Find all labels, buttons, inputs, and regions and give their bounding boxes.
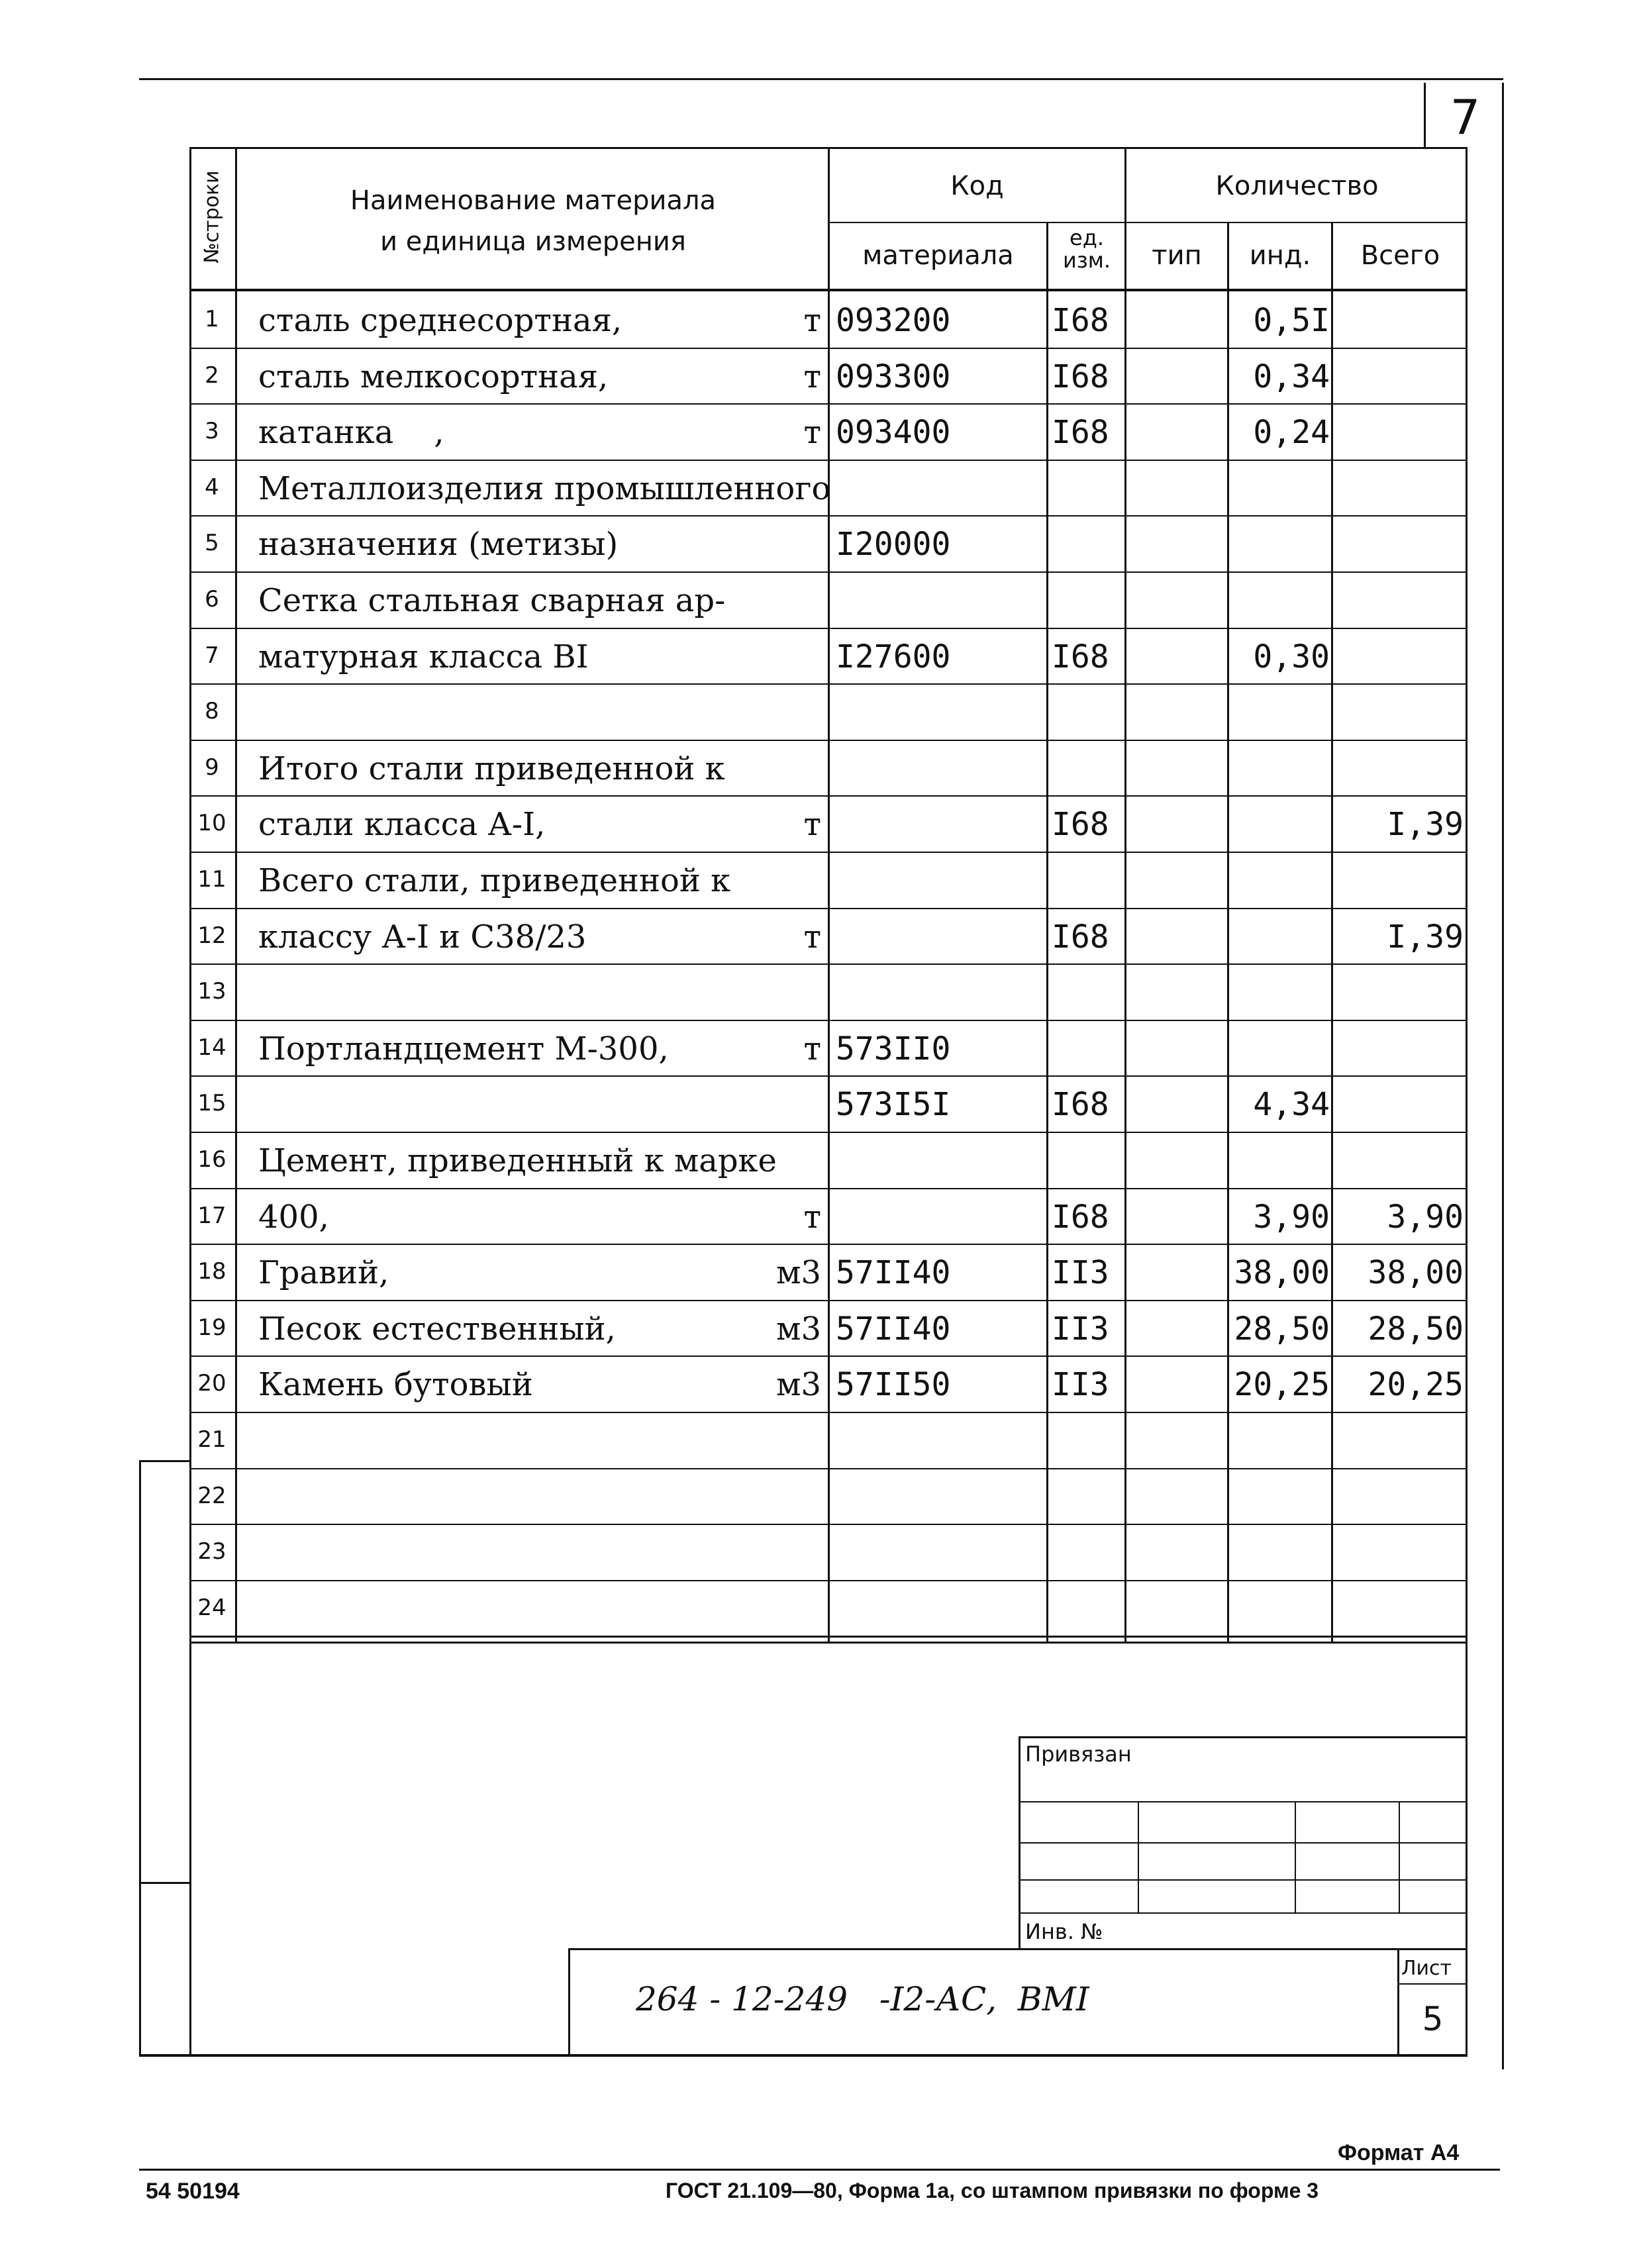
material-name: Камень бутовый	[258, 1366, 533, 1403]
qty-total-value: 20,25	[1368, 1366, 1464, 1403]
code-material-header: материала	[862, 240, 1014, 271]
unit-code: I68	[1052, 358, 1109, 395]
material-name: назначения (метизы)	[258, 526, 619, 563]
material-name: классу А-I и С38/23	[258, 918, 587, 956]
row-number: 16	[197, 1146, 226, 1173]
material-code: 093200	[836, 302, 951, 339]
sheet-label: Лист	[1401, 1957, 1452, 1980]
unit-of-measure: т	[803, 806, 821, 843]
right-frame-line	[1502, 83, 1504, 2069]
inv-no-label: Инв. №	[1025, 1919, 1103, 1944]
row-number: 10	[197, 810, 226, 836]
material-code: 093300	[836, 358, 951, 395]
row-number: 4	[205, 474, 219, 501]
material-name: 400,	[258, 1199, 329, 1236]
unit-code: I68	[1052, 1086, 1109, 1123]
row-number: 2	[205, 362, 219, 389]
material-name: катанка ,	[258, 414, 444, 451]
unit-of-measure: т	[803, 358, 821, 395]
material-name: Металлоизделия промышленного	[258, 470, 831, 507]
unit-code: I68	[1052, 1199, 1109, 1236]
document-designation: 264 - 12-249 -I2-АС, BMI	[636, 1980, 1089, 2018]
footer-left-code: 54 50194	[146, 2179, 240, 2204]
qty-ind-value: 0,24	[1253, 414, 1330, 451]
row-number: 6	[205, 586, 219, 613]
row-number: 19	[197, 1314, 226, 1341]
code-header: Код	[950, 171, 1004, 201]
material-name: стали класса А-I,	[258, 806, 546, 843]
privyazan-label: Привязан	[1025, 1742, 1132, 1767]
qty-ind-value: 3,90	[1253, 1199, 1330, 1236]
quantity-header: Количество	[1215, 171, 1379, 201]
unit-of-measure: т	[803, 1199, 821, 1236]
corner-box-left	[1424, 83, 1426, 149]
material-code: 57II50	[836, 1366, 951, 1403]
row-number: 24	[197, 1595, 226, 1621]
qty-ind-value: 4,34	[1253, 1086, 1330, 1123]
material-code: I20000	[836, 526, 951, 563]
material-code: 573I5I	[836, 1086, 951, 1123]
gost-footer: ГОСТ 21.109—80, Форма 1а, со штампом привязки по форме 3	[666, 2179, 1319, 2202]
unit-code: I68	[1052, 918, 1109, 956]
qty-ind-value: 0,30	[1253, 638, 1330, 675]
unit-code: II3	[1052, 1366, 1109, 1403]
row-number: 22	[197, 1483, 226, 1509]
unit-code: I68	[1052, 806, 1109, 843]
material-name: Гравий,	[258, 1254, 389, 1291]
qty-ind-value: 0,34	[1253, 358, 1330, 395]
unit-of-measure: м3	[776, 1310, 821, 1348]
qty-ind-value: 28,50	[1234, 1310, 1330, 1348]
unit-code: I68	[1052, 638, 1109, 675]
top-rule	[139, 78, 1503, 80]
material-name: сталь мелкосортная,	[258, 358, 609, 395]
qty-total-header: Всего	[1360, 240, 1440, 271]
unit-code: I68	[1052, 414, 1109, 451]
qty-total-value: 38,00	[1368, 1254, 1464, 1291]
material-code: 57II40	[836, 1310, 951, 1348]
material-code: 093400	[836, 414, 951, 451]
row-number: 20	[197, 1370, 226, 1397]
name-header-line1: Наименование материала	[350, 185, 717, 216]
format-label: Формат А4	[1338, 2140, 1460, 2165]
sheet-number: 5	[1422, 2000, 1444, 2038]
material-name: Песок естественный,	[258, 1310, 616, 1348]
qty-type-header: тип	[1152, 240, 1202, 271]
material-name: сталь среднесортная,	[258, 302, 622, 339]
unit-of-measure: т	[803, 1030, 821, 1067]
material-name: Цемент, приведенный к марке	[258, 1142, 777, 1179]
unit-of-measure: м3	[776, 1254, 821, 1291]
row-number: 13	[197, 978, 226, 1005]
material-name: Итого стали приведенной к	[258, 750, 725, 787]
unit-of-measure: м3	[776, 1366, 821, 1403]
unit-of-measure: т	[803, 302, 821, 339]
row-number: 7	[205, 642, 219, 669]
qty-ind-value: 20,25	[1234, 1366, 1330, 1403]
unit-code: II3	[1052, 1310, 1109, 1348]
unit-of-measure: т	[803, 414, 821, 451]
code-unit-header: ед. изм.	[1062, 225, 1111, 273]
unit-of-measure: т	[803, 918, 821, 956]
row-number: 21	[197, 1426, 226, 1453]
qty-total-value: 28,50	[1368, 1310, 1464, 1348]
row-number: 23	[197, 1538, 226, 1565]
row-number: 1	[205, 306, 219, 332]
unit-code: I68	[1052, 302, 1109, 339]
row-number: 18	[197, 1258, 226, 1285]
row-number: 17	[197, 1203, 226, 1229]
qty-total-value: 3,90	[1387, 1199, 1464, 1236]
material-name: Портландцемент М-300,	[258, 1030, 669, 1067]
corner-sheet-number: 7	[1450, 89, 1481, 145]
row-number: 8	[205, 698, 219, 724]
row-number: 15	[197, 1090, 226, 1116]
row-number: 12	[197, 922, 226, 949]
material-name: Всего стали, приведенной к	[258, 862, 731, 899]
name-header-line2: и единица измерения	[380, 226, 686, 257]
row-number: 9	[205, 754, 219, 781]
material-name: матурная класса BI	[258, 638, 589, 675]
row-number: 14	[197, 1034, 226, 1061]
material-code: 57II40	[836, 1254, 951, 1291]
row-number: 3	[205, 418, 219, 444]
material-name: Сетка стальная сварная ар-	[258, 582, 726, 619]
qty-ind-value: 0,5I	[1253, 302, 1330, 339]
row-number-header: №строки	[200, 170, 224, 264]
qty-total-value: I,39	[1387, 918, 1464, 956]
qty-ind-value: 38,00	[1234, 1254, 1330, 1291]
qty-total-value: I,39	[1387, 806, 1464, 843]
material-code: I27600	[836, 638, 951, 675]
material-code: 573II0	[836, 1030, 951, 1067]
unit-code: II3	[1052, 1254, 1109, 1291]
row-number: 11	[197, 866, 226, 893]
qty-ind-header: инд.	[1249, 240, 1311, 271]
row-number: 5	[205, 530, 219, 556]
